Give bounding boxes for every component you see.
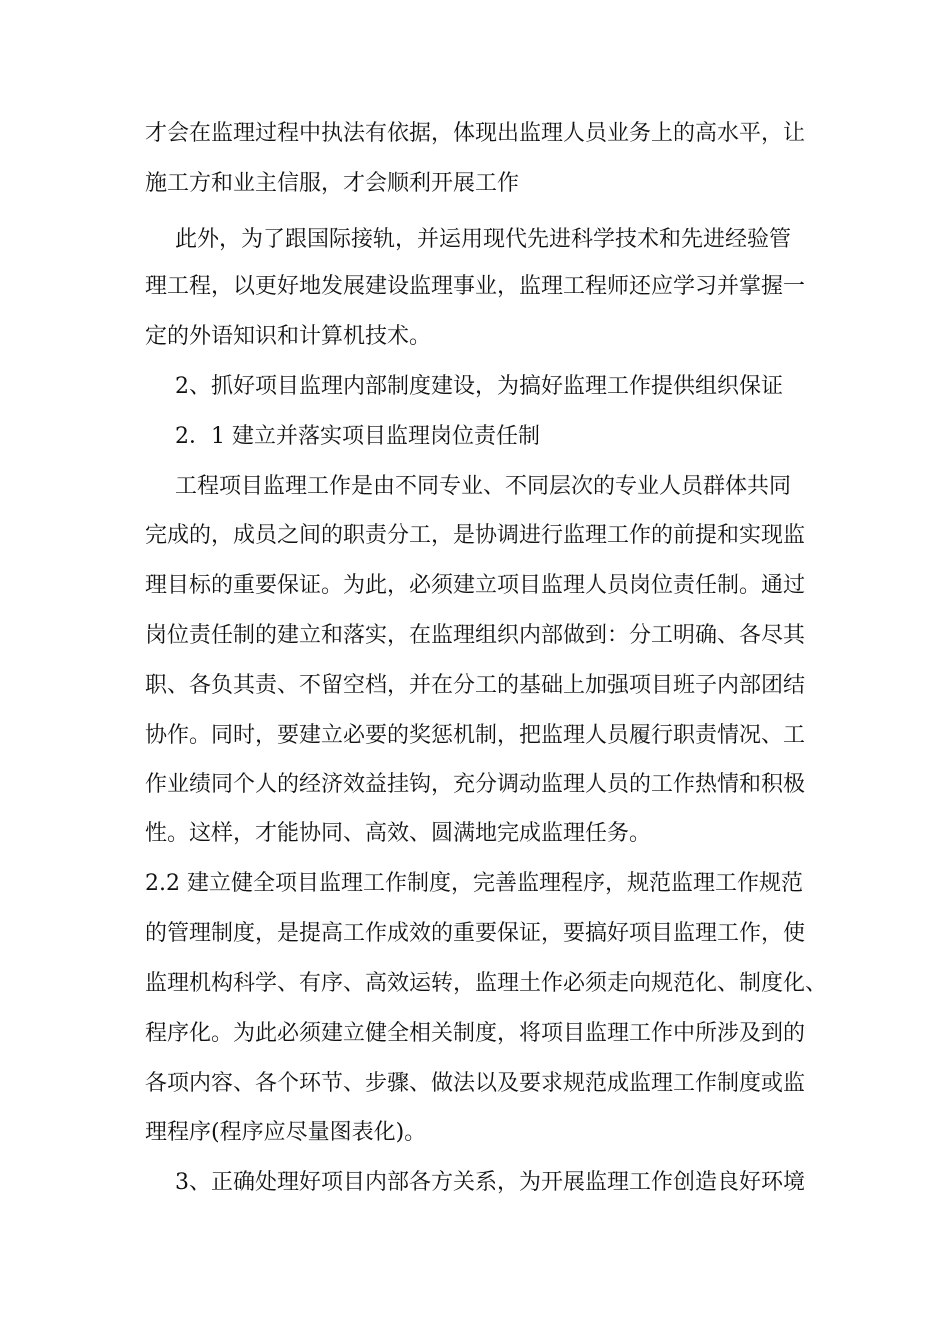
text-line: 协作。同时，要建立必要的奖惩机制，把监理人员履行职责情况、工 <box>145 723 806 748</box>
text-line: 各项内容、各个环节、步骤、做法以及要求规范成监理工作制度或监 <box>145 1071 806 1096</box>
text-line: 完成的，成员之间的职责分工，是协调进行监理工作的前提和实现监 <box>145 523 806 548</box>
section-heading: 3、正确处理好项目内部各方关系，为开展监理工作创造良好环境 <box>175 1170 805 1195</box>
subsection-heading: 2.2 建立健全项目监理工作制度，完善监理程序，规范监理工作规范 <box>145 871 803 896</box>
text-line: 理程序(程序应尽量图表化)。 <box>145 1120 427 1145</box>
text-line: 才会在监理过程中执法有依据，体现出监理人员业务上的高水平，让 <box>145 121 806 146</box>
text-line: 施工方和业主信服，才会顺利开展工作 <box>145 171 520 196</box>
text-line: 性。这样，才能协同、高效、圆满地完成监理任务。 <box>145 821 652 846</box>
text-line: 职、各负其责、不留空档，并在分工的基础上加强项目班子内部团结 <box>145 673 806 698</box>
text-line: 程序化。为此必须建立健全相关制度，将项目监理工作中所涉及到的 <box>145 1021 806 1046</box>
text-line: 作业绩同个人的经济效益挂钩，充分调动监理人员的工作热情和积极 <box>145 772 806 797</box>
subsection-heading: 2．1 建立并落实项目监理岗位责任制 <box>175 424 540 449</box>
text-line: 定的外语知识和计算机技术。 <box>145 324 432 349</box>
section-heading: 2、抓好项目监理内部制度建设，为搞好监理工作提供组织保证 <box>175 374 783 399</box>
text-line: 理工程，以更好地发展建设监理事业，监理工程师还应学习并掌握一 <box>145 274 806 299</box>
text-line: 理目标的重要保证。为此，必须建立项目监理人员岗位责任制。通过 <box>145 573 806 598</box>
text-line: 的管理制度，是提高工作成效的重要保证，要搞好项目监理工作，使 <box>145 921 806 946</box>
text-line: 工程项目监理工作是由不同专业、不同层次的专业人员群体共同 <box>175 474 792 499</box>
text-line: 岗位责任制的建立和落实，在监理组织内部做到：分工明确、各尽其 <box>145 623 806 648</box>
text-line: 监理机构科学、有序、高效运转，监理土作必须走向规范化、制度化、 <box>145 971 828 996</box>
text-line: 此外，为了跟国际接轨，并运用现代先进科学技术和先进经验管 <box>175 227 792 252</box>
